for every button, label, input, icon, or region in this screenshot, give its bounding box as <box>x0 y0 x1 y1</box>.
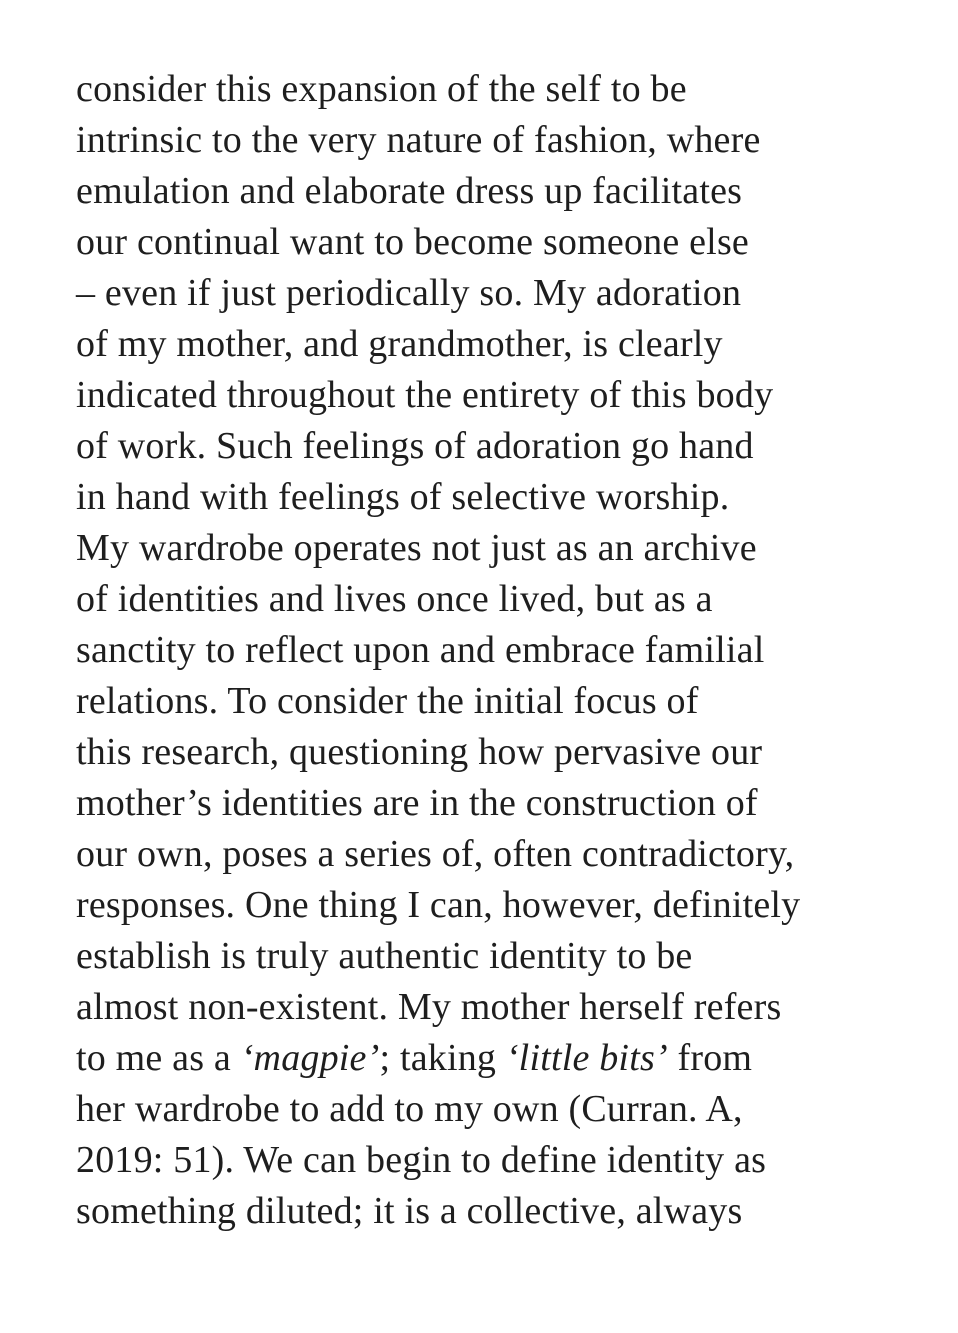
text-segment: consider this expansion of the self to be <box>76 68 687 110</box>
body-text <box>76 64 918 1237</box>
text-line <box>76 421 918 472</box>
text-line <box>76 1135 918 1186</box>
text-segment: of identities and lives once lived, but as a <box>76 578 713 620</box>
text-line <box>76 166 918 217</box>
text-line <box>76 1033 918 1084</box>
text-segment: our own, poses a series of, often contradictory, <box>76 833 795 875</box>
text-segment: My wardrobe operates not just as an archive <box>76 527 757 569</box>
text-segment: sanctity to reflect upon and embrace familial <box>76 629 765 671</box>
text-line <box>76 625 918 676</box>
text-segment: from <box>667 1037 753 1079</box>
text-segment: indicated throughout the entirety of this body <box>76 374 774 416</box>
text-line <box>76 727 918 778</box>
text-segment: almost non-existent. My mother herself refers <box>76 986 782 1028</box>
text-segment: of my mother, and grandmother, is clearly <box>76 323 723 365</box>
text-segment: relations. To consider the initial focus of <box>76 680 699 722</box>
text-segment: 2019: 51). We can begin to define identity as <box>76 1139 767 1181</box>
text-line <box>76 778 918 829</box>
text-line <box>76 64 918 115</box>
text-line <box>76 319 918 370</box>
text-segment: emulation and elaborate dress up facilitates <box>76 170 743 212</box>
text-segment: her wardrobe to add to my own (Curran. A, <box>76 1088 743 1130</box>
text-line <box>76 370 918 421</box>
text-segment: our continual want to become someone else <box>76 221 749 263</box>
text-segment: to me as a <box>76 1037 241 1079</box>
text-line <box>76 829 918 880</box>
italic-text-segment: ‘magpie’ <box>240 1037 380 1079</box>
text-segment: ; taking <box>379 1037 506 1079</box>
text-line <box>76 523 918 574</box>
text-line <box>76 676 918 727</box>
text-segment: – even if just periodically so. My adoration <box>76 272 742 314</box>
text-segment: of work. Such feelings of adoration go hand <box>76 425 754 467</box>
text-line <box>76 931 918 982</box>
text-segment: establish is truly authentic identity to be <box>76 935 693 977</box>
text-line <box>76 268 918 319</box>
text-line <box>76 1084 918 1135</box>
text-segment: intrinsic to the very nature of fashion, where <box>76 119 761 161</box>
italic-text-segment: ‘little bits’ <box>505 1037 668 1079</box>
text-segment: in hand with feelings of selective worship. <box>76 476 730 518</box>
text-line <box>76 1186 918 1237</box>
text-line <box>76 574 918 625</box>
text-line <box>76 115 918 166</box>
text-line <box>76 217 918 268</box>
text-segment: responses. One thing I can, however, definitely <box>76 884 801 926</box>
text-line <box>76 982 918 1033</box>
text-line <box>76 472 918 523</box>
text-segment: something diluted; it is a collective, always <box>76 1190 743 1232</box>
text-segment: mother’s identities are in the construction of <box>76 782 758 824</box>
text-segment: this research, questioning how pervasive our <box>76 731 763 773</box>
text-line <box>76 880 918 931</box>
